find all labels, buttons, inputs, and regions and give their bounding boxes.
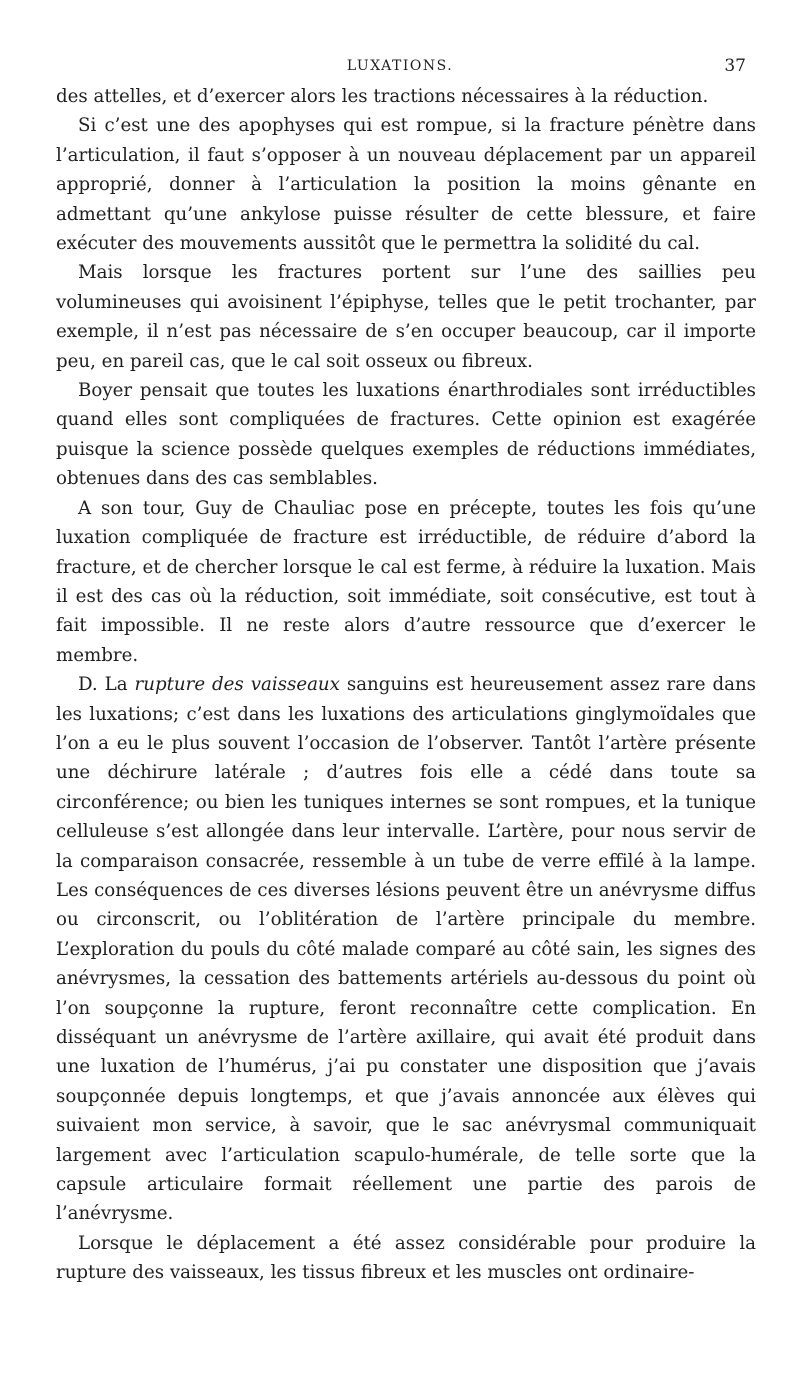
paragraph-6-text: sanguins est heureusement assez rare dans les luxations; c’est dans les luxations des articulations ginglymoïdales que l’on a eu le plus souvent l’occasion de l’observer. Tantôt l’artère présente une déchirure latérale ; d’autres fois elle a cédé dans toute sa circonférence; ou bien les tuniques internes se sont rompues, et la tunique celluleuse s’est allongée dans leur intervalle. L’artère, pour nous servir de la comparaison consacrée, ressemble à un tube de verre effilé à la lampe. Les conséquences de ces diverses lésions peuvent être un anévrysme diffus ou circonscrit, ou l’oblitération de l’artère principale du membre. L’exploration du pouls du côté malade comparé au côté sain, les signes des anévrysmes, la cessation des battements artériels au-dessous du point où l’on soupçonne la rupture, feront reconnaître cette complication. En disséquant un anévrysme de l’artère axillaire, qui avait été produit dans une luxation de l’humérus, j’ai pu constater une disposition que j’avais soupçonnée depuis longtemps, et que j’avais annoncée aux élèves qui suivaient mon service, à savoir, que le sac anévrysmal communiquait largement avec l’articulation scapulo-humérale, de telle sorte que la capsule articulaire formait réellement une partie des parois de l’anévrysme. [56, 674, 757, 1225]
paragraph-7: Lorsque le déplacement a été assez considérable pour produire la rupture des vaisseaux, les tissus fibreux et les muscles ont ordinaire- [56, 1232, 756, 1284]
paragraph-2: Si c’est une des apophyses qui est rompue, si la fracture pénètre dans l’articulation, il faut s’opposer à un nouveau déplacement par un appareil approprié, donner à l’articulation la position la moins gênante en admettant qu’une ankylose puisse résulter de cette blessure, et faire exécuter des mouvements aussitôt que le permettra la solidité du cal. [56, 115, 756, 255]
paragraph-6 [56, 670, 756, 1229]
page-body [56, 82, 756, 1288]
running-title: LUXATIONS. [346, 58, 454, 74]
paragraph-5: A son tour, Guy de Chauliac pose en précepte, toutes les fois qu’une luxation compliquée de fracture est irréductible, de réduire d’abord la fracture, et de chercher lorsque le cal est ferme, à réduire la luxation. Mais il est des cas où la réduction, soit immédiate, soit consécutive, est tout à fait impossible. Il ne reste alors d’autre ressource que d’exercer le membre. [56, 497, 756, 666]
paragraph-4: Boyer pensait que toutes les luxations énarthrodiales sont irréductibles quand elles sont compliquées de fractures. Cette opinion est exagérée puisque la science possède quelques exemples de réductions immédiates, obtenues dans des cas semblables. [56, 380, 756, 490]
paragraph-6-lead: D. La [78, 674, 135, 696]
paragraph-6-emphasis: rupture des vaisseaux [134, 674, 340, 696]
page-number: 37 [724, 56, 746, 76]
paragraph-3: Mais lorsque les fractures portent sur l’une des saillies peu volumineuses qui avoisinent l’épiphyse, telles que le petit trochanter, par exemple, il n’est pas nécessaire de s’en occuper beaucoup, car il importe peu, en pareil cas, que le cal soit osseux ou fibreux. [56, 262, 756, 372]
paragraph-1: des attelles, et d’exercer alors les tractions nécessaires à la réduction. [56, 86, 709, 107]
page-header [0, 58, 800, 78]
